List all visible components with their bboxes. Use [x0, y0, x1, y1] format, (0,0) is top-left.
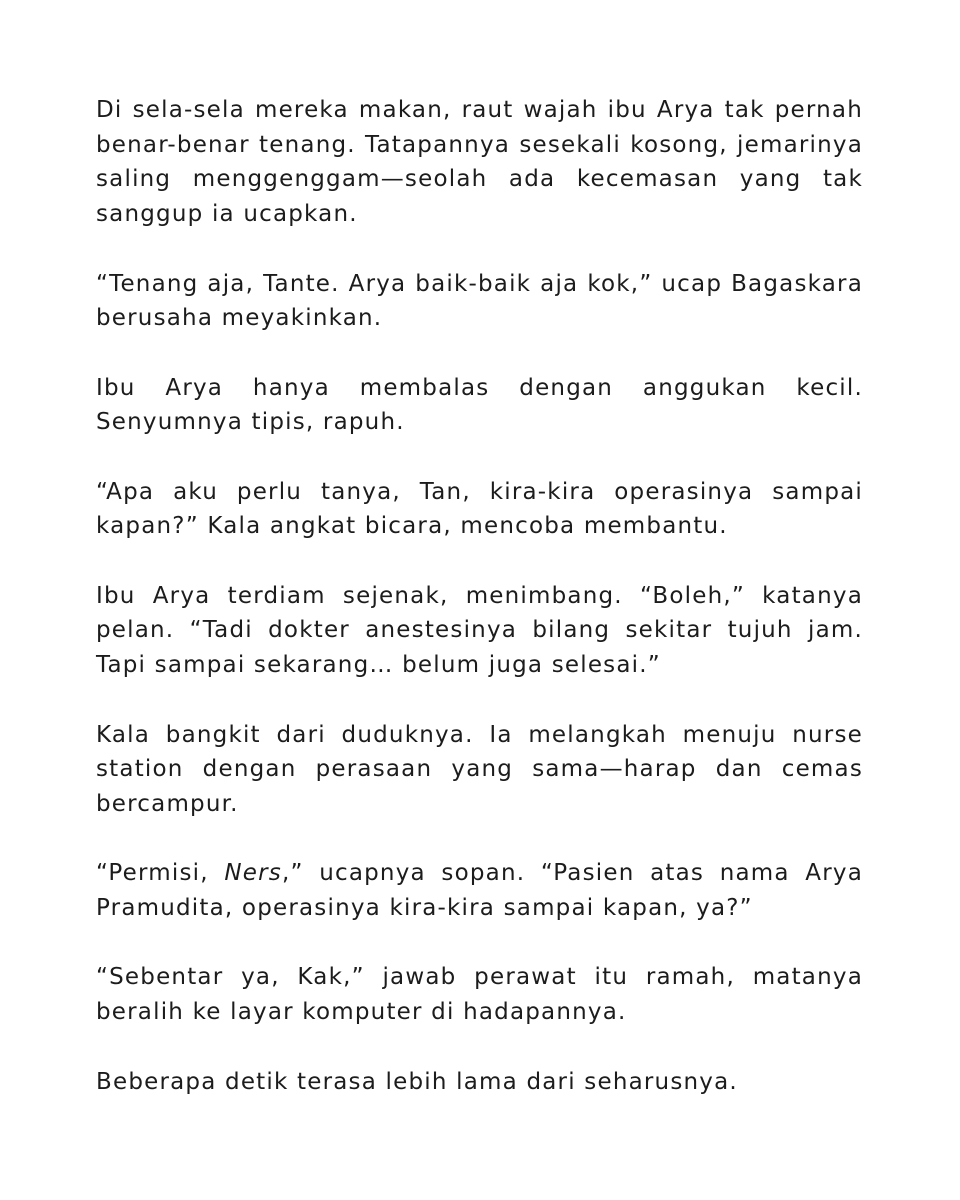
paragraph-3: Ibu Arya hanya membalas dengan anggukan kecil. Senyumnya tipis, rapuh. [96, 374, 863, 436]
story-page [96, 93, 863, 1099]
paragraph-8: “Sebentar ya, Kak,” jawab perawat itu ramah, matanya beralih ke layar komputer di hadapannya. [96, 964, 863, 1026]
paragraph-7-rest: ,” ucapnya sopan. “Pasien atas nama Arya Pramudita, operasinya kira-kira sampai kapan, ya?” [96, 860, 863, 922]
paragraph-7 [96, 856, 863, 925]
paragraph-7-lead: “Permisi, [96, 860, 225, 887]
paragraph-6: Kala bangkit dari duduknya. Ia melangkah menuju nurse station dengan perasaan yang sama—harap dan cemas bercampur. [96, 721, 863, 817]
paragraph-1: Di sela-sela mereka makan, raut wajah ibu Arya tak pernah benar-benar tenang. Tatapannya sesekali kosong, jemarinya saling menggenggam—seolah ada kecemasan yang tak sanggup ia ucapkan. [96, 97, 863, 228]
paragraph-9: Beberapa detik terasa lebih lama dari seharusnya. [96, 1068, 738, 1095]
italic-term-ners: Ners [224, 860, 282, 887]
paragraph-5: Ibu Arya terdiam sejenak, menimbang. “Boleh,” katanya pelan. “Tadi dokter anestesinya bilang sekitar tujuh jam. Tapi sampai sekarang… belum juga selesai.” [96, 582, 863, 679]
paragraph-2: “Tenang aja, Tante. Arya baik-baik aja kok,” ucap Bagaskara berusaha meyakinkan. [96, 270, 863, 332]
paragraph-4: “Apa aku perlu tanya, Tan, kira-kira operasinya sampai kapan?” Kala angkat bicara, mencoba membantu. [96, 478, 863, 540]
